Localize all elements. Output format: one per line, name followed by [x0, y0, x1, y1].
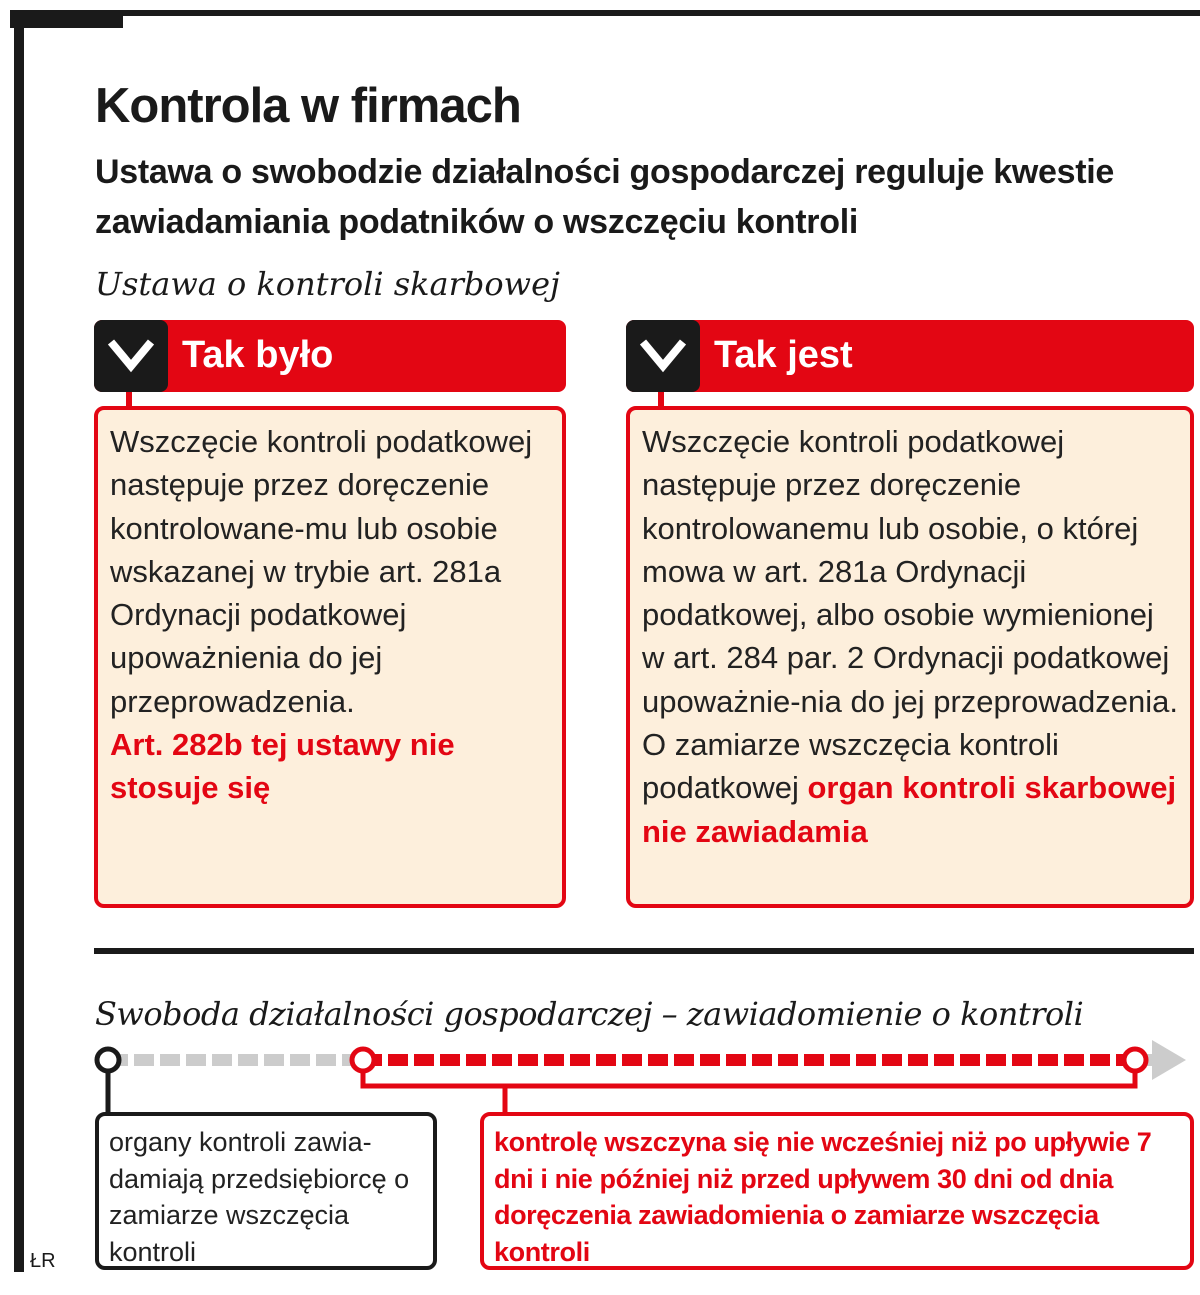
card-before	[94, 406, 566, 908]
card-now	[626, 406, 1194, 908]
timeline-bracket	[363, 1070, 1135, 1086]
card-before-highlight: Art. 282b tej ustawy nie stosuje się	[110, 727, 455, 806]
card-now-text: Wszczęcie kontroli podatkowej następuje przez doręczenie kontrolowanemu lub osobie, o której mowa w art. 281a Ordynacji podatkowej, albo osobie wymienionej w art. 284 par. 2 Ordynacji podatkowej upoważnie-nia do jej przeprowadzenia. O zamiarze wszczęcia kontroli podatkowej	[642, 424, 1178, 806]
author-credit: ŁR	[30, 1250, 56, 1272]
tab-before-label: Tak było	[182, 334, 334, 376]
page-subtitle: Ustawa o swobodzie działalności gospodarczej reguluje kwestie zawiadamiania podatników o wszczęciu kontroli	[95, 153, 1114, 241]
timeline-note-window: kontrolę wszczyna się nie wcześniej niż po upływie 7 dni i nie później niż przed upływem 30 dni od dnia doręczenia zawiadomienia o zamiarze wszczęcia kontroli	[480, 1112, 1194, 1270]
timeline-node-day-30	[1124, 1049, 1146, 1071]
tab-now	[626, 320, 1194, 392]
timeline-note-notice: organy kontroli zawia-damiają przedsiębiorcę o zamiarze wszczęcia kontroli	[95, 1112, 437, 1270]
timeline-node-day-7	[352, 1049, 374, 1071]
timeline-arrowhead	[1152, 1040, 1186, 1080]
section-divider	[94, 948, 1194, 954]
chevron-down-icon	[94, 320, 168, 392]
tab-before	[94, 320, 566, 392]
frame-top-line	[10, 10, 1200, 16]
frame-left-line	[14, 10, 24, 1272]
timeline-node-notice	[97, 1049, 119, 1071]
section-label-business-freedom: Swoboda działalności gospodarczej – zawiadomienie o kontroli	[95, 995, 1084, 1033]
card-before-text: Wszczęcie kontroli podatkowej następuje przez doręczenie kontrolowane-mu lub osobie wskazanej w trybie art. 281a Ordynacji podatkowej upoważnienia do jej przeprowadzenia.	[110, 424, 533, 719]
frame-corner	[10, 10, 123, 28]
card-now-highlight: organ kontroli skarbowej nie zawiadamia	[642, 770, 1177, 849]
chevron-down-icon	[626, 320, 700, 392]
tab-now-label: Tak jest	[714, 334, 853, 376]
section-label-tax-control: Ustawa o kontroli skarbowej	[95, 265, 560, 303]
page-title: Kontrola w firmach	[95, 79, 521, 133]
timeline	[90, 1030, 1200, 1120]
